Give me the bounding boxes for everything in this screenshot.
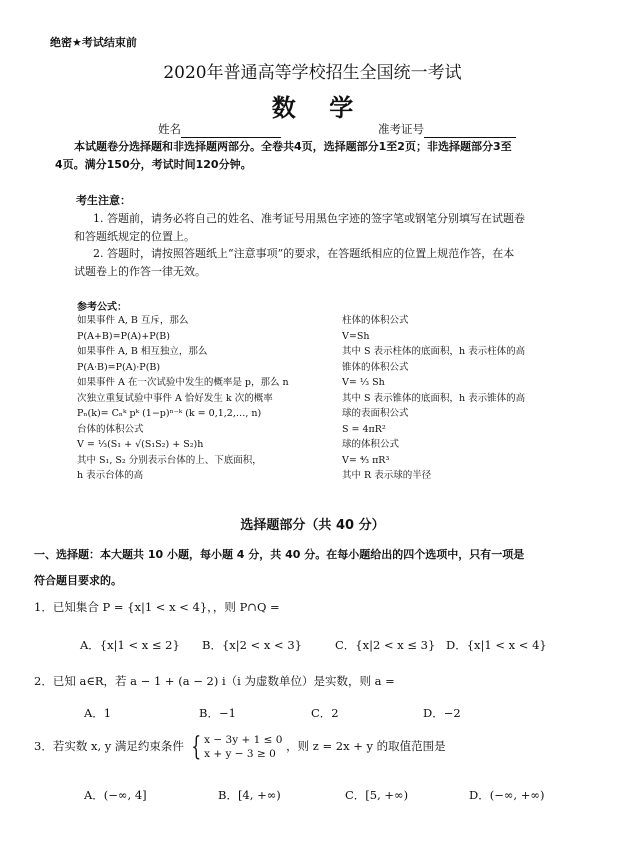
formula-right-line: 球的体积公式	[342, 439, 400, 450]
formula-right-line: V= ⅓ Sh	[342, 377, 385, 388]
formula-left-line: 如果事件 A 在一次试验中发生的概率是 p，那么 n	[77, 377, 289, 388]
question-3-option-c[interactable]: C．[5, +∞)	[345, 788, 409, 802]
question-1-option-d[interactable]: D．{x|1 < x < 4}	[446, 638, 547, 652]
formula-right-line: V= ⁴⁄₃ πR³	[342, 454, 390, 466]
question-1-stem: 1．已知集合 P = {x|1 < x < 4}，，则 P∩Q =	[34, 600, 280, 614]
formula-left-line: 台体的体积公式	[77, 423, 144, 435]
intro-line-1: 本试题卷分选择题和非选择题两部分。全卷共4页，选择题部分1至2页；非选择题部分3至	[74, 140, 512, 153]
constraint-2: x + y − 3 ≥ 0	[204, 748, 276, 760]
formula-right-line: 其中 S 表示柱体的底面积，h 表示柱体的高	[342, 346, 526, 357]
constraint-brace: {	[190, 732, 201, 762]
formula-right-line: 其中 R 表示球的半径	[342, 470, 432, 481]
note-1-line-2: 和答题纸规定的位置上。	[74, 230, 195, 243]
name-label: 姓名	[158, 122, 181, 136]
note-2-line-1: 2. 答题时，请按照答题纸上“注意事项”的要求，在答题纸相应的位置上规范作答，在本	[93, 247, 515, 260]
name-blank[interactable]	[181, 125, 281, 138]
question-2-option-c[interactable]: C．2	[311, 706, 339, 720]
question-1-option-c[interactable]: C．{x|2 < x ≤ 3}	[335, 638, 436, 652]
section-instruction-line-1: 一、选择题：本大题共 10 小题，每小题 4 分，共 40 分。在每小题给出的四个选项中，只有一项是	[34, 548, 525, 561]
constraint-1: x − 3y + 1 ≤ 0	[204, 734, 283, 746]
formula-left-line: Pₙ(k)= Cₙᵏ pᵏ (1−p)ⁿ⁻ᵏ (k = 0,1,2,…, n)	[77, 408, 262, 419]
question-2-option-a[interactable]: A．1	[84, 706, 112, 720]
question-2-option-d[interactable]: D．−2	[423, 706, 461, 720]
note-1-line-1: 1. 答题前，请务必将自己的姓名、准考证号用黑色字迹的签字笔或钢笔分别填写在试题卷	[93, 212, 525, 225]
subject-title: 数 学	[271, 93, 354, 122]
ticket-field	[378, 120, 516, 138]
formula-left-line: h 表示台体的高	[77, 470, 144, 481]
section-title: 选择题部分（共 40 分）	[240, 518, 385, 533]
formula-right-line: 球的表面积公式	[342, 408, 409, 419]
secret-label: 绝密★考试结束前	[50, 36, 137, 49]
question-3-option-a[interactable]: A．(−∞, 4]	[84, 788, 147, 802]
question-1-option-b[interactable]: B．{x|2 < x < 3}	[202, 638, 302, 652]
ticket-label: 准考证号	[378, 122, 424, 136]
note-2-line-2: 试题卷上的作答一律无效。	[74, 265, 206, 278]
formula-left-line: 次独立重复试验中事件 A 恰好发生 k 次的概率	[77, 392, 273, 404]
question-3-stem	[34, 733, 446, 761]
question-3-option-b[interactable]: B．[4, +∞)	[218, 788, 281, 802]
formula-left-line: V = ⅓(S₁ + √(S₁S₂) + S₂)h	[77, 439, 204, 450]
notes-title: 考生注意：	[76, 194, 131, 207]
formula-right-line: 柱体的体积公式	[342, 315, 409, 326]
formula-right-line: 其中 S 表示锥体的底面积，h 表示锥体的高	[342, 392, 526, 404]
question-3-stem-prefix: 3．若实数 x, y 满足约束条件	[34, 739, 184, 753]
formula-right-line: 锥体的体积公式	[342, 361, 409, 373]
question-3-option-d[interactable]: D．(−∞, +∞)	[469, 788, 545, 802]
ticket-blank[interactable]	[424, 125, 516, 138]
intro-line-2: 4页。满分150分，考试时间120分钟。	[55, 158, 252, 171]
formula-left-line: P(A+B)=P(A)+P(B)	[77, 330, 170, 342]
question-2-stem: 2．已知 a∈R，若 a − 1 + (a − 2) i（i 为虚数单位）是实数，则 a =	[34, 674, 395, 688]
question-3-stem-suffix: ，则 z = 2x + y 的取值范围是	[286, 739, 446, 753]
question-2-option-b[interactable]: B．−1	[199, 706, 236, 720]
question-1-option-a[interactable]: A．{x|1 < x ≤ 2}	[80, 638, 180, 652]
exam-title: 2020年普通高等学校招生全国统一考试	[163, 63, 462, 83]
formulas-right-column	[342, 314, 592, 485]
formulas-left-column	[77, 314, 337, 485]
section-instruction-line-2: 符合题目要求的。	[34, 574, 122, 587]
formula-left-line: 如果事件 A, B 互斥，那么	[77, 315, 189, 326]
name-field	[158, 120, 281, 138]
formula-right-line: S = 4πR²	[342, 423, 386, 435]
formulas-title: 参考公式：	[77, 302, 127, 313]
constraint-system	[204, 733, 282, 761]
formula-right-line: V=Sh	[342, 330, 370, 342]
formula-left-line: P(A·B)=P(A)·P(B)	[77, 361, 161, 373]
formula-left-line: 如果事件 A, B 相互独立，那么	[77, 346, 208, 357]
formula-left-line: 其中 S₁, S₂ 分别表示台体的上、下底面积，	[77, 454, 262, 466]
